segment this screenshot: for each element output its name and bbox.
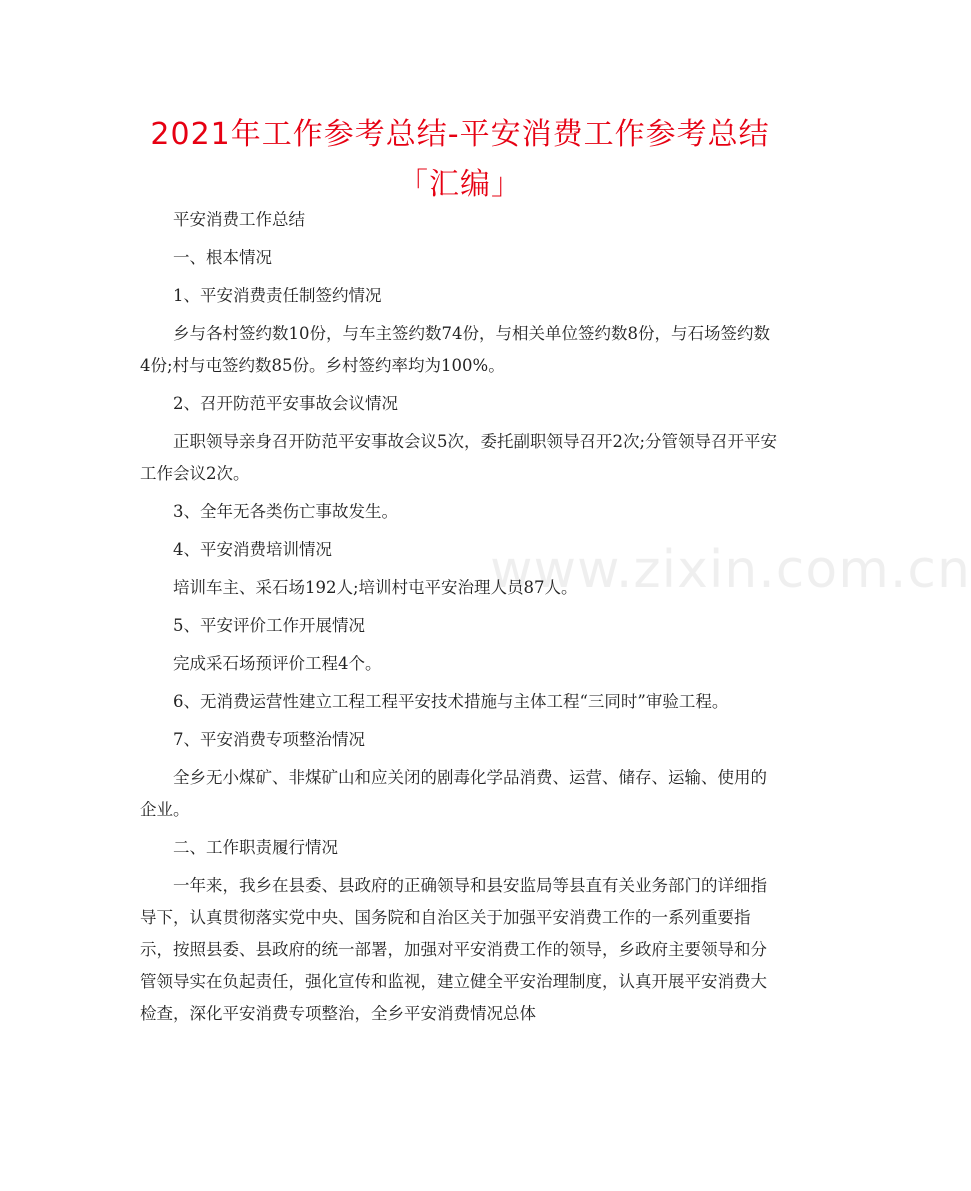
body-paragraph: 正职领导亲身召开防范平安事故会议5次，委托副职领导召开2次;分管领导召开平安工作会议2次。 (140, 432, 778, 483)
subsection-heading: 6、无消费运营性建立工程工程平安技术措施与主体工程“三同时”审验工程。 (173, 692, 729, 711)
document-title: 2021年工作参考总结-平安消费工作参考总结「汇编」 (150, 117, 770, 202)
subsection-heading: 2、召开防范平安事故会议情况 (173, 394, 398, 413)
body-paragraph: 完成采石场预评价工程4个。 (173, 654, 382, 673)
document-body (140, 204, 780, 1036)
section-heading: 二、工作职责履行情况 (173, 838, 338, 857)
subsection-heading: 4、平安消费培训情况 (173, 540, 332, 559)
section-heading: 一、根本情况 (173, 248, 272, 267)
subsection-heading: 1、平安消费责任制签约情况 (173, 286, 382, 305)
section-heading: 平安消费工作总结 (173, 210, 305, 229)
subsection-heading: 7、平安消费专项整治情况 (173, 730, 365, 749)
subsection-heading: 5、平安评价工作开展情况 (173, 616, 365, 635)
subsection-heading: 3、全年无各类伤亡事故发生。 (173, 502, 398, 521)
body-paragraph: 一年来，我乡在县委、县政府的正确领导和县安监局等县直有关业务部门的详细指导下，认真贯彻落实党中央、国务院和自治区关于加强平安消费工作的一系列重要指示，按照县委、县政府的统一部署，加强对平安消费工作的领导，乡政府主要领导和分管领导实在负起责任，强化宣传和监视，建立健全平安治理制度，认真开展平安消费大检查，深化平安消费专项整治，全乡平安消费情况总体 (140, 876, 767, 1023)
body-paragraph: 乡与各村签约数10份，与车主签约数74份，与相关单位签约数8份，与石场签约数4份;村与屯签约数85份。乡村签约率均为100%。 (140, 324, 770, 375)
body-paragraph: 全乡无小煤矿、非煤矿山和应关闭的剧毒化学品消费、运营、储存、运输、使用的企业。 (140, 768, 767, 819)
body-paragraph: 培训车主、采石场192人;培训村屯平安治理人员87人。 (173, 578, 578, 597)
watermark-text: www.zixin.com.cn (490, 540, 971, 600)
